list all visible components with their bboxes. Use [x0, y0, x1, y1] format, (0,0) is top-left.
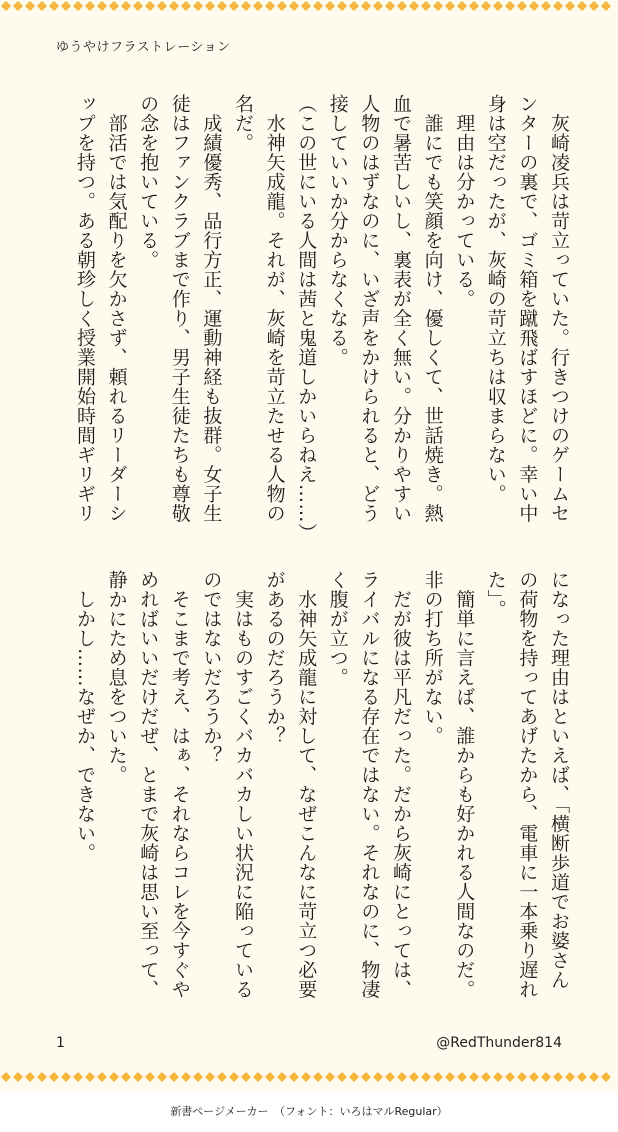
text-column: めればいいだけだぜ、とまで灰崎は思い至って、	[137, 570, 160, 999]
border-diamond	[37, 1072, 47, 1082]
text-column: 人物のはずなのに、いざ声をかけられると、どう	[358, 94, 381, 523]
border-diamond	[421, 1, 431, 11]
border-diamond	[241, 1072, 251, 1082]
border-diamond	[493, 1, 503, 11]
text-column: 水神矢成龍に対して、なぜこんなに苛立つ必要	[295, 570, 318, 999]
border-diamond	[37, 1, 47, 11]
border-diamond	[553, 1, 563, 11]
border-diamond	[361, 1072, 371, 1082]
border-diamond	[1, 1072, 11, 1082]
border-diamond	[25, 1, 35, 11]
border-diamond	[61, 1072, 71, 1082]
border-diamond	[181, 1072, 191, 1082]
border-diamond	[565, 1, 575, 11]
border-diamond	[217, 1072, 227, 1082]
border-diamond	[361, 1, 371, 11]
border-diamond	[61, 1, 71, 11]
border-diamond	[349, 1, 359, 11]
border-diamond	[277, 1072, 287, 1082]
border-diamond	[445, 1072, 455, 1082]
decorative-border-bottom	[0, 1071, 618, 1083]
border-diamond	[181, 1, 191, 11]
text-column: ップを持つ。ある朝珍しく授業開始時間ギリギリ	[74, 94, 96, 523]
text-column: 血で暑苦しいし、裏表が全く無い。分かりやすい	[390, 94, 412, 523]
border-diamond	[49, 1072, 59, 1082]
border-diamond	[145, 1, 155, 11]
border-diamond	[133, 1, 143, 11]
text-column: 身は空だったが、灰崎の苛立ちは収まらない。	[484, 94, 507, 504]
border-diamond	[373, 1, 383, 11]
border-diamond	[157, 1, 167, 11]
border-diamond	[577, 1, 587, 11]
border-diamond	[385, 1, 395, 11]
border-diamond	[589, 1072, 599, 1082]
border-diamond	[301, 1, 311, 11]
text-column: しかし……なぜか、できない。	[74, 570, 96, 863]
text-column: 部活では気配りを欠かさず、頼れるリーダーシ	[105, 94, 128, 523]
border-diamond	[373, 1072, 383, 1082]
border-diamond	[349, 1072, 359, 1082]
border-diamond	[589, 1, 599, 11]
border-diamond	[289, 1, 299, 11]
border-diamond	[253, 1, 263, 11]
border-diamond	[289, 1072, 299, 1082]
app-credit: 新書ページメーカー （フォント：いろはマルRegular）	[170, 1105, 448, 1118]
author-handle: @RedThunder814	[436, 1035, 562, 1051]
text-column: 成績優秀、品行方正、運動神経も抜群。女子生	[200, 94, 223, 523]
text-column: ンターの裏で、ゴミ箱を蹴飛ばすほどに。幸い中	[516, 94, 539, 523]
text-column: 接していいか分からなくなる。	[326, 94, 349, 367]
text-column: ライバルになる存在ではない。それなのに、物凄	[358, 570, 381, 999]
border-diamond	[97, 1, 107, 11]
border-diamond	[157, 1072, 167, 1082]
border-diamond	[301, 1072, 311, 1082]
border-diamond	[169, 1, 179, 11]
border-diamond	[145, 1072, 155, 1082]
border-diamond	[553, 1072, 563, 1082]
border-diamond	[325, 1072, 335, 1082]
border-diamond	[409, 1, 419, 11]
border-diamond	[517, 1072, 527, 1082]
border-diamond	[253, 1072, 263, 1082]
border-diamond	[469, 1, 479, 11]
border-diamond	[313, 1, 323, 11]
border-diamond	[73, 1072, 83, 1082]
border-diamond	[109, 1072, 119, 1082]
text-column: （この世にいる人間は茜と鬼道しかいらねえ……）	[295, 94, 318, 543]
border-diamond	[13, 1, 23, 11]
border-diamond	[601, 1, 611, 11]
border-diamond	[529, 1072, 539, 1082]
border-diamond	[457, 1072, 467, 1082]
border-diamond	[217, 1, 227, 11]
story-title: ゆうやけフラストレーション	[56, 40, 231, 55]
border-diamond	[517, 1, 527, 11]
border-diamond	[85, 1072, 95, 1082]
border-diamond	[433, 1072, 443, 1082]
decorative-border-top	[0, 0, 618, 12]
border-diamond	[229, 1, 239, 11]
text-column: 誰にでも笑顔を向け、優しくて、世話焼き。熱	[421, 94, 444, 523]
border-diamond	[529, 1, 539, 11]
border-diamond	[433, 1, 443, 11]
text-column: 徒はファンクラブまで作り、男子生徒たちも尊敬	[168, 94, 191, 523]
text-column: の荷物を持ってあげたから、電車に一本乗り遅れ	[516, 570, 539, 999]
border-diamond	[265, 1, 275, 11]
border-diamond	[469, 1072, 479, 1082]
border-diamond	[49, 1, 59, 11]
border-diamond	[109, 1, 119, 11]
border-diamond	[445, 1, 455, 11]
border-diamond	[25, 1072, 35, 1082]
text-column: だが彼は平凡だった。だから灰崎にとっては、	[390, 570, 412, 999]
border-diamond	[277, 1, 287, 11]
border-diamond	[13, 1072, 23, 1082]
border-diamond	[205, 1, 215, 11]
text-column: 名だ。	[232, 94, 254, 153]
text-column: 実はものすごくバカバカしい状況に陥っている	[232, 570, 254, 999]
border-diamond	[121, 1, 131, 11]
text-column: そこまで考え、はぁ、それならコレを今すぐや	[168, 570, 191, 999]
border-diamond	[481, 1072, 491, 1082]
border-diamond	[229, 1072, 239, 1082]
border-diamond	[325, 1, 335, 11]
border-diamond	[421, 1072, 431, 1082]
border-diamond	[193, 1072, 203, 1082]
border-diamond	[493, 1072, 503, 1082]
border-diamond	[169, 1072, 179, 1082]
border-diamond	[205, 1072, 215, 1082]
border-diamond	[397, 1072, 407, 1082]
border-diamond	[265, 1072, 275, 1082]
border-diamond	[397, 1, 407, 11]
border-diamond	[481, 1, 491, 11]
border-diamond	[121, 1072, 131, 1082]
text-column: になった理由はといえば、「横断歩道でお婆さん	[548, 570, 570, 990]
text-column: があるのだろうか？	[263, 570, 286, 746]
border-diamond	[541, 1, 551, 11]
border-diamond	[409, 1072, 419, 1082]
border-diamond	[505, 1, 515, 11]
text-column: のではないだろうか？	[200, 570, 223, 765]
page-number: 1	[56, 1035, 65, 1051]
border-diamond	[337, 1072, 347, 1082]
border-diamond	[85, 1, 95, 11]
border-diamond	[457, 1, 467, 11]
border-diamond	[97, 1072, 107, 1082]
border-diamond	[241, 1, 251, 11]
border-diamond	[1, 1, 11, 11]
border-diamond	[193, 1, 203, 11]
border-diamond	[385, 1072, 395, 1082]
border-diamond	[505, 1072, 515, 1082]
border-diamond	[133, 1072, 143, 1082]
text-column: 理由は分かっている。	[453, 94, 476, 309]
text-column: く腹が立つ。	[326, 570, 349, 687]
border-diamond	[601, 1072, 611, 1082]
text-column: 静かにため息をついた。	[105, 570, 128, 785]
text-column: 簡単に言えば、誰からも好かれる人間なのだ。	[453, 570, 476, 999]
border-diamond	[577, 1072, 587, 1082]
border-diamond	[541, 1072, 551, 1082]
border-diamond	[73, 1, 83, 11]
text-column: の念を抱いている。	[137, 94, 160, 270]
text-column: 水神矢成龍。それが、灰崎を苛立たせる人物の	[263, 94, 286, 523]
text-column: た」。	[484, 570, 507, 619]
border-diamond	[337, 1, 347, 11]
border-diamond	[313, 1072, 323, 1082]
text-column: 灰崎凌兵は苛立っていた。行きつけのゲームセ	[548, 94, 570, 523]
text-column: 非の打ち所がない。	[421, 570, 444, 746]
border-diamond	[565, 1072, 575, 1082]
